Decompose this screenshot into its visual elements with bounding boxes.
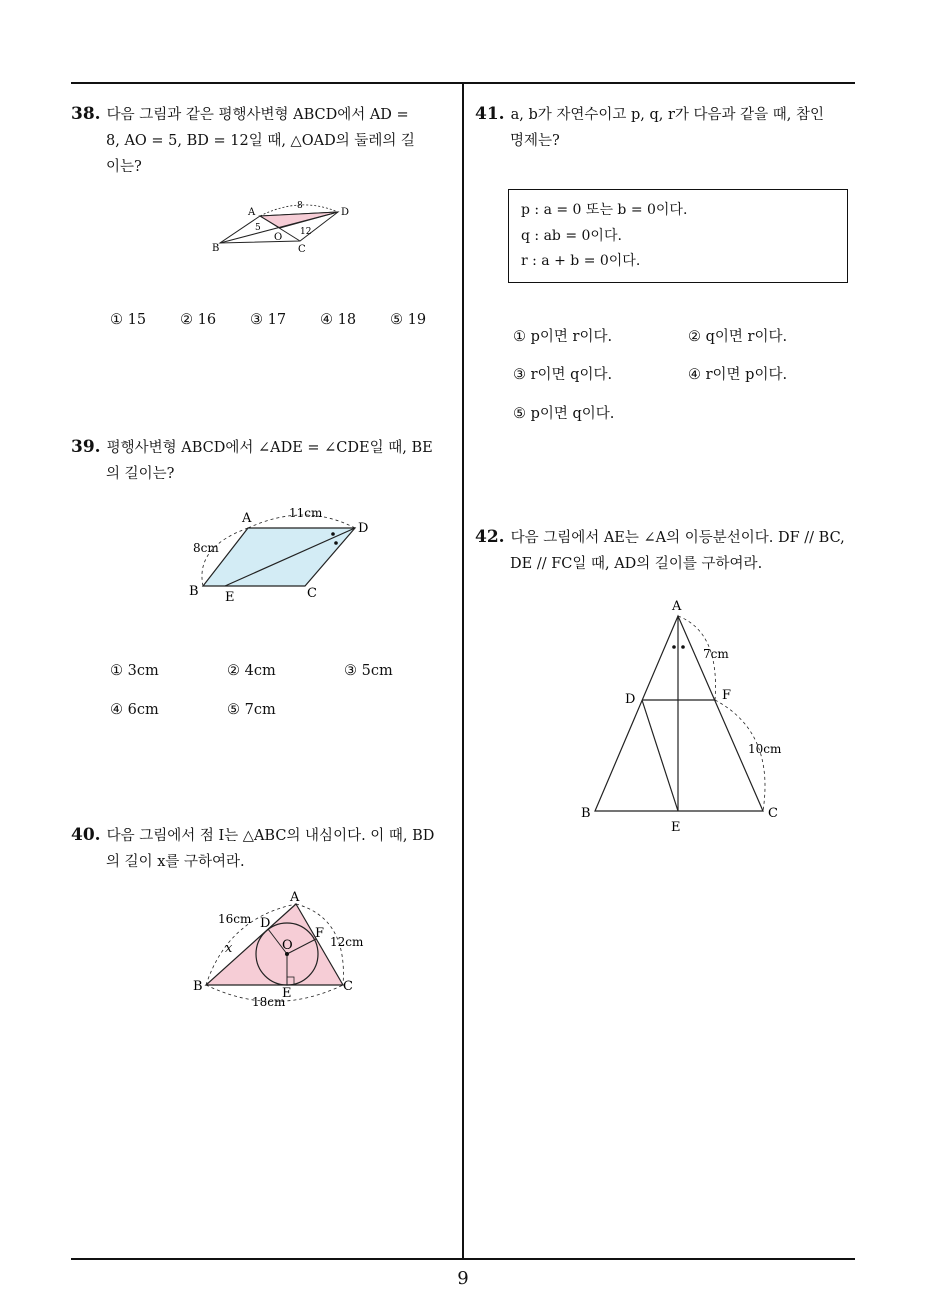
choice-2[interactable]: ② q이면 r이다. bbox=[688, 329, 788, 345]
label-x: x bbox=[225, 941, 233, 956]
label-E: E bbox=[282, 986, 292, 1001]
problem-number: 39. bbox=[71, 437, 101, 457]
triangle-incircle-figure-40 bbox=[188, 888, 378, 1013]
problem-text: a, b가 자연수이고 p, q, r가 다음과 같을 때, 참인 bbox=[510, 107, 825, 123]
label-E: E bbox=[225, 590, 235, 605]
problem-text: DE // FC일 때, AD의 길이를 구하여라. bbox=[510, 556, 763, 572]
triangle-figure-42 bbox=[575, 592, 795, 842]
problem-text: 의 길이는? bbox=[106, 466, 175, 482]
problem-41 bbox=[475, 101, 860, 154]
choice-1[interactable]: ① 15 bbox=[110, 312, 147, 328]
problem-number: 40. bbox=[71, 825, 101, 845]
problem-number: 38. bbox=[71, 104, 101, 124]
choice-3[interactable]: ③ 5cm bbox=[344, 663, 393, 679]
problem-text: 평행사변형 ABCD에서 ∠ADE = ∠CDE일 때, BE bbox=[106, 440, 433, 456]
label-12cm: 12cm bbox=[330, 935, 364, 949]
label-11cm: 11cm bbox=[289, 506, 323, 520]
label-16cm: 16cm bbox=[218, 912, 252, 926]
label-A: A bbox=[248, 207, 256, 218]
choice-4[interactable]: ④ r이면 p이다. bbox=[688, 367, 788, 383]
label-E: E bbox=[671, 820, 681, 835]
label-D: D bbox=[358, 521, 369, 536]
problem-number: 42. bbox=[475, 527, 505, 547]
choice-1[interactable]: ① 3cm bbox=[110, 663, 159, 679]
label-O: O bbox=[282, 938, 293, 953]
choice-5[interactable]: ⑤ 19 bbox=[390, 312, 427, 328]
problem-text: 의 길이 x를 구하여라. bbox=[106, 854, 245, 870]
problem-38 bbox=[71, 101, 456, 180]
problem-number: 41. bbox=[475, 104, 505, 124]
parallelogram-figure-39 bbox=[185, 502, 385, 607]
problem-42 bbox=[475, 524, 860, 577]
proposition-q: q : ab = 0이다. bbox=[521, 227, 622, 244]
parallelogram-figure-38 bbox=[200, 198, 370, 260]
label-12: 12 bbox=[300, 227, 312, 237]
problem-text: 이는? bbox=[106, 159, 142, 175]
bottom-rule bbox=[71, 1258, 855, 1260]
label-C: C bbox=[298, 244, 306, 255]
column-divider bbox=[462, 83, 464, 1259]
label-D: D bbox=[260, 916, 271, 931]
proposition-r: r : a + b = 0이다. bbox=[521, 253, 641, 269]
label-C: C bbox=[343, 979, 353, 994]
label-18cm: 18cm bbox=[252, 995, 286, 1009]
choice-2[interactable]: ② 4cm bbox=[227, 663, 276, 679]
problem-text: 8, AO = 5, BD = 12일 때, △OAD의 둘레의 길 bbox=[106, 133, 415, 149]
label-10cm: 10cm bbox=[748, 742, 782, 756]
problem-40 bbox=[71, 822, 456, 875]
choice-4[interactable]: ④ 6cm bbox=[110, 702, 159, 718]
label-A: A bbox=[290, 890, 300, 905]
label-C: C bbox=[768, 806, 778, 821]
label-5: 5 bbox=[255, 223, 261, 233]
choice-3[interactable]: ③ 17 bbox=[250, 312, 287, 328]
problem-text: 다음 그림에서 AE는 ∠A의 이등분선이다. DF // BC, bbox=[510, 530, 845, 546]
choice-5[interactable]: ⑤ p이면 q이다. bbox=[513, 406, 615, 422]
problem-text: 명제는? bbox=[510, 133, 560, 149]
choice-3[interactable]: ③ r이면 q이다. bbox=[513, 367, 613, 383]
page-number: 9 bbox=[457, 1268, 469, 1289]
label-F: F bbox=[722, 688, 732, 703]
propositions-box bbox=[508, 189, 848, 283]
label-D: D bbox=[341, 207, 350, 218]
choice-1[interactable]: ① p이면 r이다. bbox=[513, 329, 613, 345]
label-B: B bbox=[193, 979, 203, 994]
problem-text: 다음 그림과 같은 평행사변형 ABCD에서 AD = bbox=[106, 107, 409, 123]
label-B: B bbox=[212, 243, 220, 254]
label-8: 8 bbox=[297, 201, 303, 211]
label-B: B bbox=[581, 806, 591, 821]
choice-2[interactable]: ② 16 bbox=[180, 312, 217, 328]
label-8cm: 8cm bbox=[193, 541, 219, 555]
label-A: A bbox=[242, 511, 252, 526]
problem-39 bbox=[71, 434, 456, 487]
problem-text: 다음 그림에서 점 I는 △ABC의 내심이다. 이 때, BD bbox=[106, 828, 435, 844]
label-D: D bbox=[625, 692, 636, 707]
label-O: O bbox=[274, 232, 283, 243]
proposition-p: p : a = 0 또는 b = 0이다. bbox=[521, 202, 688, 218]
label-F: F bbox=[315, 926, 325, 941]
label-C: C bbox=[307, 586, 317, 601]
label-B: B bbox=[189, 584, 199, 599]
choice-4[interactable]: ④ 18 bbox=[320, 312, 357, 328]
choice-5[interactable]: ⑤ 7cm bbox=[227, 702, 276, 718]
label-7cm: 7cm bbox=[703, 647, 729, 661]
label-A: A bbox=[672, 599, 682, 614]
